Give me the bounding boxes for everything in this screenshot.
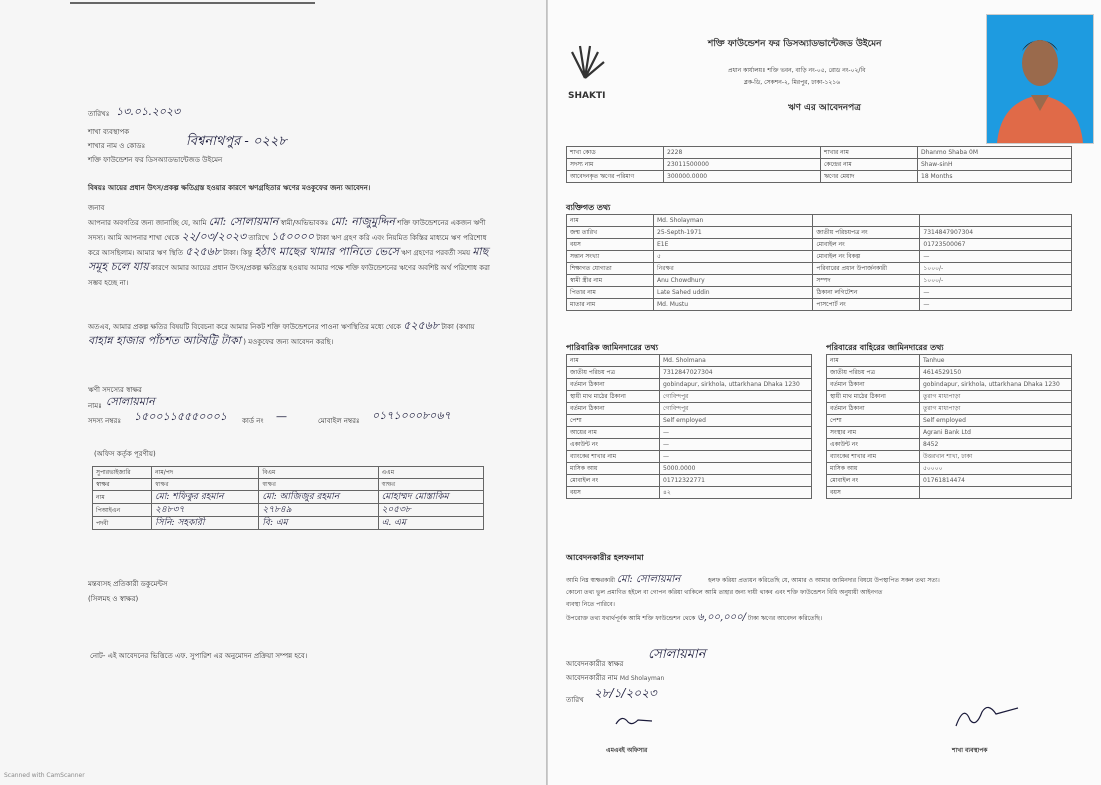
loan-application-page [548, 0, 1101, 785]
applicant-signature: সোলায়মান [648, 647, 706, 662]
personal-info-title: ব্যক্তিগত তথ্য [566, 203, 611, 212]
table-row [93, 517, 484, 530]
table-row [827, 355, 1072, 367]
table-cell: মাসিক আয় [827, 463, 920, 475]
family-guarantor-table [566, 354, 812, 499]
table-cell: ৪২ [660, 487, 812, 499]
table-row [567, 367, 812, 379]
table-cell: E1E [654, 239, 813, 251]
table-cell: Shaw-sinH [918, 159, 1072, 171]
table-row [827, 367, 1072, 379]
table-row [827, 451, 1072, 463]
para2-handwriting-amount: ৫২৫৬৮ [403, 319, 439, 332]
table-cell: gobindapur, sirkhola, uttarkhana Dhaka 1230 [920, 379, 1072, 391]
table-cell: জাতীয় পরিচয়পত্র নং [813, 227, 920, 239]
table-cell: Md. Sholmana [660, 355, 812, 367]
card-number-value: — [276, 410, 287, 423]
table-cell: সম্পদ [813, 275, 920, 287]
table-row [567, 251, 1072, 263]
table-row [567, 475, 812, 487]
table-cell: — [660, 451, 812, 463]
para1-text-a: আপনার অবগতির জন্য জানাচ্ছি যে, আমি [88, 219, 207, 227]
declaration-line-4: উপরোক্ত তথ্য যথার্থপূর্বক আমি শক্তি ফাউন্ডেশন থেকে ৬,০০,০০০/ টাকা ঋণের আবেদন করিতেছি। [566, 612, 823, 623]
table-cell: বর্তমান ঠিকানা [567, 403, 660, 415]
para1-text-e: টাকা ঋণ গ্রহণ করি এবং নিয়মিত কিস্তির মাধ্যমে ঋণ পরিশোধ করে আসছিলাম। আমার ঋণ স্থিতি [88, 234, 487, 257]
table-header-cell: বিএম [259, 467, 378, 479]
table-cell: বয়স [827, 487, 920, 499]
table-cell: 5000.0000 [660, 463, 812, 475]
table-cell: তুরাগ মাধ্যপাড়া [920, 403, 1072, 415]
para2-text-c: ) মওকুফের জন্য আবেদন করছি। [243, 338, 334, 346]
table-cell: মাসিক আয় [567, 463, 660, 475]
logo-text: SHAKTI [568, 91, 606, 101]
branch-label: শাখার নাম ও কোডঃ [88, 142, 146, 150]
table-row [827, 379, 1072, 391]
table-cell: 18 Months [918, 171, 1072, 183]
table-cell: নিরক্ষর [654, 263, 813, 275]
table-cell: জাতীয় পরিচয় পত্র [567, 367, 660, 379]
table-cell: গোবিন্দপুর [660, 391, 812, 403]
para1-text-c: শক্তি ফাউন্ডেশনের একজন ঋণী সদস্য। আমি আপনার শাখা থেকে [88, 219, 486, 242]
outside-guarantor-table [826, 354, 1072, 499]
table-cell: 7314847907304 [920, 227, 1072, 239]
applicant-signature-label: আবেদনকারীর স্বাক্ষর [566, 660, 624, 668]
table-cell: বর্তমান ঠিকানা [827, 379, 920, 391]
application-date: ২৮/১/২০২৩ [594, 686, 657, 700]
borrower-name-value: সোলায়মান [106, 395, 155, 408]
branch-info-table [566, 146, 1072, 183]
letter-body-paragraph-2 [88, 320, 498, 350]
table-cell: — [920, 287, 1072, 299]
table-cell: গোবিন্দপুর [660, 403, 812, 415]
table-row [567, 403, 812, 415]
declaration-line-2: কোনো তথ্য ভুল প্রমাণিত হইলে বা গোপন করিয়া থাকিলে আমি তাহার জন্য দায়ী থাকব এবং শক্তি ফাউন্ডেশন বিধি অনুযায়ী আইনগত [566, 589, 883, 596]
para1-handwriting-reason-2: মাছ সমূহ চলে যায় [88, 245, 489, 273]
table-cell: ১০০০/- [920, 275, 1072, 287]
declaration-handwriting-amount: ৬,০০,০০০/ [697, 612, 747, 623]
table-cell: নাম [827, 355, 920, 367]
table-cell: শাখার নাম [821, 147, 918, 159]
para1-handwriting-name: মো: সোলায়মান [208, 215, 279, 228]
table-cell: 01723500067 [920, 239, 1072, 251]
table-cell: একাউন্ট নং [567, 439, 660, 451]
manager-label: শাখা ব্যবস্থাপক [952, 747, 988, 754]
table-cell: একাউন্ট নং [827, 439, 920, 451]
table-row [567, 451, 812, 463]
para1-text-f: টাকা। কিন্তু [223, 249, 253, 257]
table-cell: 01712322771 [660, 475, 812, 487]
table-cell: সিনি: সহকারী [152, 517, 259, 530]
table-cell: ১০০০/- [920, 263, 1072, 275]
table-cell: সংস্থার নাম [827, 427, 920, 439]
para2-handwriting-words: বাহান্ন হাজার পাঁচশত আটষট্টি টাকা [88, 334, 241, 347]
table-cell: — [660, 439, 812, 451]
table-cell [920, 215, 1072, 227]
table-cell: 01761814474 [920, 475, 1072, 487]
table-cell: মোহাম্মদ মোস্তাকিম [378, 491, 483, 504]
table-cell: ২০৫৩৮ [378, 504, 483, 517]
table-cell: স্বাক্ষর [152, 479, 259, 491]
manager-signature-icon [950, 698, 1024, 732]
table-row [567, 215, 1072, 227]
table-cell: — [660, 427, 812, 439]
personal-info-table [566, 214, 1072, 311]
table-cell: বর্তমান ঠিকানা [827, 403, 920, 415]
table-cell: 25-Septh-1971 [654, 227, 813, 239]
table-cell: মোবাইল নং [567, 475, 660, 487]
approval-table [92, 466, 484, 530]
table-cell: — [920, 251, 1072, 263]
table-cell: সদস্য নাম [567, 159, 664, 171]
table-row [567, 227, 1072, 239]
recipient-line-3: শক্তি ফাউন্ডেশন ফর ডিসঅ্যাডভান্টেজড উইমেন [88, 156, 223, 164]
table-row [567, 263, 1072, 275]
applicant-name-label: আবেদনকারীর নাম Md Sholayman [566, 674, 665, 682]
org-address-1: প্রধান কার্যালয়ঃ শক্তি ভবন, বাড়ি নং-০৫, রোড নং-০২/বি [728, 67, 866, 74]
para1-text-b: স্বামী/অভিভাবকঃ [280, 219, 329, 227]
member-number-value: ১৫০০১১৫৫৫০০০১ [134, 410, 227, 423]
table-cell: 23011500000 [664, 159, 821, 171]
table-row [567, 487, 812, 499]
table-cell: Agrani Bank Ltd [920, 427, 1072, 439]
table-row [567, 239, 1072, 251]
table-cell: Self employed [660, 415, 812, 427]
table-cell: বর্তমান ঠিকানা [567, 379, 660, 391]
member-number-label: সদস্য নম্বরঃ [88, 417, 122, 425]
org-title: শক্তি ফাউন্ডেশন ফর ডিসঅ্যাডভান্টেজড উইমেন [708, 39, 882, 49]
form-title: ঋণ এর আবেদনপত্র [788, 103, 861, 113]
table-cell: 4614529150 [920, 367, 1072, 379]
table-cell: আয়ের নাম [567, 427, 660, 439]
table-row [827, 403, 1072, 415]
date-value: ১৩.০১.২০২৩ [116, 105, 181, 118]
borrower-signature-title: ঋণী সদস্যের স্বাক্ষর [88, 386, 142, 394]
borrower-name-label: নামঃ [88, 402, 102, 410]
para1-handwriting-guardian: মো: নাজুমুদ্দিন [330, 215, 395, 228]
table-cell: Late Sahed uddin [654, 287, 813, 299]
scanner-watermark: Scanned with CamScanner [4, 772, 85, 779]
declaration-line-1: আমি নিম্ন স্বাক্ষরকারী মো: সোলায়মান হলফ করিয়া প্রত্যয়ন করিতেছি যে, আমার ও আমার জামিনদার বিষয়ে উপস্থাপিত সকল তথ্য সত্য। [566, 574, 940, 585]
footer-remark: মন্তব্যসহ প্রতিকারী ডকুমেন্টস [88, 580, 168, 588]
table-cell: মোবাইল নং [813, 239, 920, 251]
table-row [567, 147, 1072, 159]
application-letter-page [0, 0, 548, 785]
para1-handwriting-date: ২২/০৩/২০২৩ [181, 230, 247, 243]
table-cell: মোবাইল নং [827, 475, 920, 487]
table-row [567, 171, 1072, 183]
top-edge-line [70, 2, 315, 4]
table-row [567, 379, 812, 391]
table-cell: মাতার নাম [567, 299, 654, 311]
table-cell: ৫০০০০ [920, 463, 1072, 475]
table-cell: পিআইএন [93, 504, 152, 517]
table-cell: জাতীয় পরিচয় পত্র [827, 367, 920, 379]
table-cell: নাম [93, 491, 152, 504]
table-cell: পাসপোর্ট নং [813, 299, 920, 311]
table-cell: স্থায়ী মাথ মাঠের ঠিকানা [827, 391, 920, 403]
declaration-line-3: ব্যবস্থা নিতে পারিবে। [566, 601, 615, 608]
family-guarantor-title: পারিবারিক জামিনদারের তথ্য [566, 343, 659, 352]
table-cell: ঋণের মেয়াদ [821, 171, 918, 183]
footer-note: নোট- এই আবেদনের ভিত্তিতে এফ. সুপারিশ এর অনুমোদন প্রক্রিয়া সম্পন্ন হবে। [90, 652, 308, 660]
table-row [827, 415, 1072, 427]
table-cell: Self employed [920, 415, 1072, 427]
table-cell: মোবাইল নং বিকল্প [813, 251, 920, 263]
date-label: তারিখঃ [88, 110, 110, 118]
table-cell: ২৪৮৩৭ [152, 504, 259, 517]
table-cell: মো: শফিকুর রহমান [152, 491, 259, 504]
table-cell: পেশা [827, 415, 920, 427]
date-label: তারিখ [566, 696, 584, 704]
table-header-cell: এএম [378, 467, 483, 479]
mobile-number-label: মোবাইল নম্বরঃ [318, 417, 360, 425]
para1-handwriting-loan: ১৫০০০০ [271, 230, 315, 243]
table-row [567, 287, 1072, 299]
applicant-name-value: Md Sholayman [619, 675, 665, 682]
table-cell: ৫ [654, 251, 813, 263]
table-cell: Md. Mustu [654, 299, 813, 311]
table-cell: এ. এম [378, 517, 483, 530]
officer-label: এমএবই অফিসার [606, 747, 648, 754]
table-cell [813, 215, 920, 227]
table-row [567, 439, 812, 451]
table-cell: পরিবারের প্রধান উপার্জনকারী [813, 263, 920, 275]
table-row [827, 439, 1072, 451]
table-row [827, 487, 1072, 499]
table-row [567, 391, 812, 403]
table-cell: মো: আজিজুর রহমান [259, 491, 378, 504]
table-cell: Anu Chowdhury [654, 275, 813, 287]
table-cell: স্বাক্ষর [93, 479, 152, 491]
table-cell: 2228 [664, 147, 821, 159]
table-cell: পদবী [93, 517, 152, 530]
table-cell: স্থায়ী মাথ মাঠের ঠিকানা [567, 391, 660, 403]
table-row [567, 415, 812, 427]
table-header-cell: সুপারভাইজারি [93, 467, 152, 479]
table-cell: ২৭৮৪৯ [259, 504, 378, 517]
table-cell: নাম [567, 215, 654, 227]
table-cell: পিতার নাম [567, 287, 654, 299]
office-fill-note: (অফিস কর্তৃক পূরণীয়) [94, 450, 156, 458]
table-row [827, 391, 1072, 403]
salutation: জনাব [88, 204, 105, 212]
table-cell: 7312847027304 [660, 367, 812, 379]
table-header-cell: নাম/পদ [152, 467, 259, 479]
table-row [567, 275, 1072, 287]
table-cell: পেশা [567, 415, 660, 427]
shakti-logo-icon [562, 38, 608, 86]
table-row [567, 159, 1072, 171]
table-row [567, 299, 1072, 311]
table-row [567, 427, 812, 439]
table-cell: ব্যাংকের শাখার নাম [567, 451, 660, 463]
table-row [827, 427, 1072, 439]
table-cell: শাখা কোড [567, 147, 664, 159]
outside-guarantor-title: পরিবারের বাহিরের জামিনদারের তথ্য [826, 343, 944, 352]
para1-text-d: তারিখে [248, 234, 269, 242]
table-cell: উত্তরখান শাখা, ঢাকা [920, 451, 1072, 463]
para2-text-a: অতএব, আমার প্রকল্প ক্ষতির বিষয়টি বিবেচনা করে আমার নিকট শক্তি ফাউন্ডেশনের পাওনা ঋণস্থিতির মধ্যে থেকে [88, 323, 401, 331]
table-cell: তুরাগ মাধ্যপাড়া [920, 391, 1072, 403]
table-cell: 8452 [920, 439, 1072, 451]
mobile-number-value: ০১৭১০০০৮০৬৭ [372, 409, 451, 422]
table-cell: জন্ম তারিখ [567, 227, 654, 239]
table-row [827, 463, 1072, 475]
org-address-2: ব্লক-ডি, সেকশন-২, মিরপুর, ঢাকা-১২১৬ [744, 79, 841, 86]
table-cell: ঠিকানা লগিটেশন [813, 287, 920, 299]
recipient-line-1: শাখা ব্যবস্থাপক [88, 128, 130, 136]
applicant-photo [986, 14, 1094, 144]
branch-value: বিশ্বনাথপুর - ০২২৮ [186, 134, 287, 149]
table-cell: বয়স [567, 239, 654, 251]
table-cell [920, 487, 1072, 499]
table-row [827, 475, 1072, 487]
table-row [93, 504, 484, 517]
table-cell: স্বাক্ষর [259, 479, 378, 491]
table-cell: বি: এম [259, 517, 378, 530]
footer-seal: (সিলমহ ও স্বাক্ষর) [88, 595, 139, 603]
subject-line: বিষয়ঃ আয়ের প্রধান উৎস/প্রকল্প ক্ষতিগ্রস্ত হওয়ার কারণে ঋণগ্রহিতার ঋণের মওকুফের জন্য আবেদন। [88, 184, 371, 192]
table-cell: সন্তান সংখ্যা [567, 251, 654, 263]
table-cell: Tanhue [920, 355, 1072, 367]
table-row [567, 463, 812, 475]
table-cell: — [920, 299, 1072, 311]
table-row [567, 355, 812, 367]
para1-handwriting-reason: হঠাৎ মাছের খামার পানিতে ভেসে [254, 245, 399, 258]
officer-signature-icon [612, 712, 674, 730]
table-cell: স্বাক্ষর [378, 479, 483, 491]
declaration-title: আবেদনকারীর হলফনামা [566, 553, 644, 562]
table-cell: স্বামী স্ত্রীর নাম [567, 275, 654, 287]
table-cell: 300000.0000 [664, 171, 821, 183]
table-row [93, 479, 484, 491]
table-cell: Md. Sholayman [654, 215, 813, 227]
table-cell: নাম [567, 355, 660, 367]
letter-body-paragraph-1 [88, 216, 498, 291]
table-cell: কেন্দ্রের নাম [821, 159, 918, 171]
table-cell: বয়স [567, 487, 660, 499]
para2-text-b: টাকা (কথায় [441, 323, 475, 331]
para1-text-g: ঋণ গ্রহণের পরবর্তী সময় [401, 249, 471, 257]
para1-text-h: কারণে আমার আয়ের প্রধান উৎস/প্রকল্প ক্ষতিগ্রস্ত হওয়ায় আমার পক্ষে শক্তি ফাউন্ডেশনের ঋণের অবশিষ্ট অর্থ পরিশোধ করা সম্ভব হচ্ছে না। [88, 264, 490, 287]
card-number-label: কার্ড নং [242, 417, 264, 425]
table-cell: আবেদনকৃত ঋণের পরিমাণ [567, 171, 664, 183]
table-row [93, 491, 484, 504]
table-cell: শিক্ষাগত যোগ্যতা [567, 263, 654, 275]
table-cell: gobindapur, sirkhola, uttarkhana Dhaka 1230 [660, 379, 812, 391]
table-row [93, 467, 484, 479]
declaration-handwriting-name: মো: সোলায়মান [616, 574, 681, 585]
table-cell: Dhanmo Shaba 0M [918, 147, 1072, 159]
para1-handwriting-balance: ৫২৫৬৮ [185, 245, 221, 258]
table-cell: ব্যাংকের শাখার নাম [827, 451, 920, 463]
